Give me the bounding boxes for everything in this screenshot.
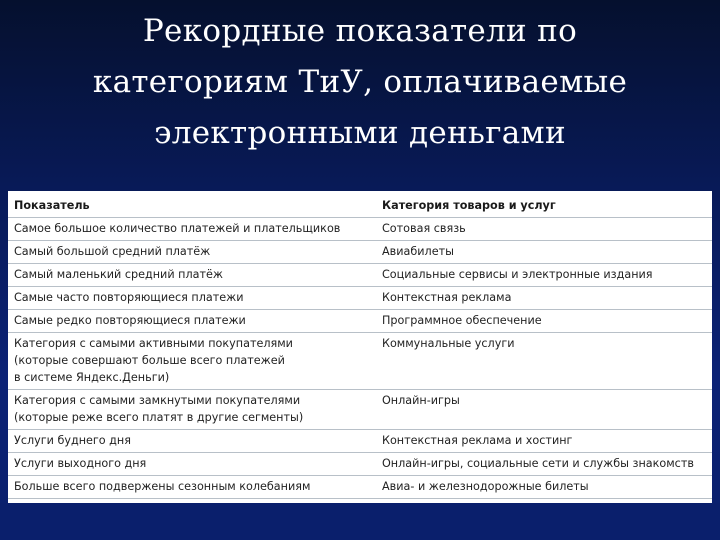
title-line-1: Рекордные показатели по: [142, 13, 578, 49]
indicator-text: в системе Яндекс.Деньги): [14, 371, 170, 384]
category-cell: Коммунальные услуги: [376, 333, 712, 390]
table-row: [8, 241, 712, 264]
header-indicator: Показатель: [8, 191, 376, 218]
indicator-text: Самый большой средний платёж: [14, 245, 211, 258]
table-row: [8, 310, 712, 333]
records-table-panel: [8, 191, 712, 503]
indicator-text: (которые реже всего платят в другие сегменты): [14, 411, 304, 424]
table-row: [8, 218, 712, 241]
category-cell: Сотовая связь: [376, 218, 712, 241]
indicator-cell: [8, 333, 376, 390]
indicator-text: Услуги выходного дня: [14, 457, 147, 470]
table-row: [8, 430, 712, 453]
title-line-2: категориям ТиУ, оплачиваемые: [92, 64, 628, 100]
category-cell: Программное обеспечение: [376, 310, 712, 333]
category-cell: Социальные сервисы и электронные издания: [376, 264, 712, 287]
category-cell: Онлайн-игры: [376, 390, 712, 430]
indicator-cell: [8, 310, 376, 333]
indicator-text: Больше всего подвержены сезонным колебаниям: [14, 480, 311, 493]
indicator-cell: [8, 430, 376, 453]
indicator-text: Самый маленький средний платёж: [14, 268, 223, 281]
slide-title: [0, 0, 720, 180]
indicator-text: (которые совершают больше всего платежей: [14, 354, 285, 367]
records-table: [8, 191, 712, 499]
indicator-text: Услуги буднего дня: [14, 434, 131, 447]
category-cell: Авиабилеты: [376, 241, 712, 264]
indicator-cell: [8, 264, 376, 287]
indicator-text: Самые редко повторяющиеся платежи: [14, 314, 246, 327]
header-category: Категория товаров и услуг: [376, 191, 712, 218]
indicator-cell: [8, 218, 376, 241]
table-row: [8, 287, 712, 310]
table-row: [8, 333, 712, 390]
title-line-3: электронными деньгами: [154, 115, 566, 151]
indicator-text: Самые часто повторяющиеся платежи: [14, 291, 244, 304]
table-row: [8, 264, 712, 287]
indicator-cell: [8, 453, 376, 476]
table-row: [8, 453, 712, 476]
indicator-cell: [8, 476, 376, 499]
category-cell: Контекстная реклама и хостинг: [376, 430, 712, 453]
bottom-band: [0, 503, 720, 540]
indicator-text: Категория с самыми активными покупателями: [14, 337, 293, 350]
category-cell: Онлайн-игры, социальные сети и службы знакомств: [376, 453, 712, 476]
indicator-cell: [8, 390, 376, 430]
indicator-cell: [8, 287, 376, 310]
table-row: [8, 390, 712, 430]
table-row: [8, 476, 712, 499]
indicator-text: Категория с самыми замкнутыми покупателями: [14, 394, 301, 407]
indicator-text: Самое большое количество платежей и плательщиков: [14, 222, 341, 235]
indicator-cell: [8, 241, 376, 264]
category-cell: Авиа- и железнодорожные билеты: [376, 476, 712, 499]
category-cell: Контекстная реклама: [376, 287, 712, 310]
table-header-row: [8, 191, 712, 218]
